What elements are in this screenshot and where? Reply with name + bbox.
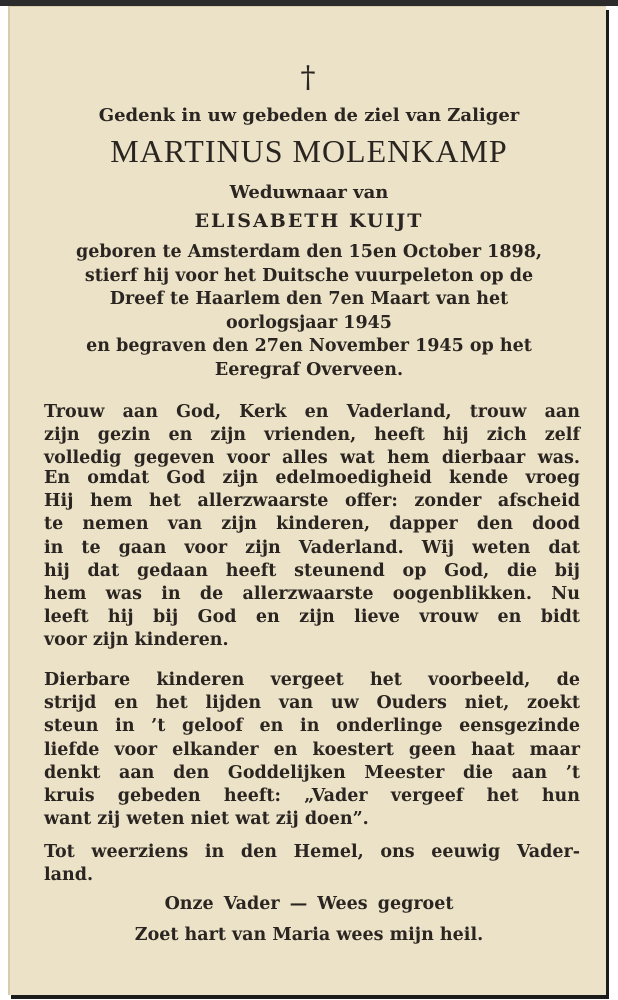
- paragraph-faith: [44, 401, 580, 471]
- paragraph-farewell: [44, 841, 580, 887]
- memorial-card: [8, 6, 606, 995]
- paragraph-sacrifice: [44, 467, 580, 653]
- text-line: Hij hem het allerzwaarste offer: zonder afscheid: [44, 491, 580, 512]
- text-line: steun in ’t geloof en in onderlinge eensgezinde: [44, 716, 580, 737]
- text-line: denkt aan den Goddelijken Meester die aan ’t: [44, 762, 580, 783]
- text-line: En omdat God zijn edelmoedigheid kende vroeg: [44, 468, 580, 488]
- text-line: hem was in de allerzwaarste oogenblikken. Nu: [44, 584, 580, 605]
- text-line: land.: [44, 865, 94, 886]
- text-line: liefde voor elkander en koestert geen haat maar: [44, 739, 580, 760]
- biography: [40, 241, 578, 383]
- biography-line: oorlogsjaar 1945: [225, 312, 392, 333]
- text-line: volledig gegeven voor alles wat hem dierbaar was.: [44, 448, 580, 469]
- widower-line: Weduwnaar van: [229, 182, 389, 203]
- text-line: voor zijn kinderen.: [44, 630, 229, 651]
- intro-line: Gedenk in uw gebeden de ziel van Zaliger: [98, 105, 520, 126]
- biography-line: stierf hij voor het Duitsche vuurpeleton op de: [84, 265, 534, 286]
- text-line: Tot weerziens in den Hemel, ons eeuwig Vader-: [44, 842, 580, 862]
- biography-line: Eeregraf Overveen.: [214, 359, 404, 380]
- cross-icon: †: [300, 60, 316, 95]
- wife-name: ELISABETH KUIJT: [194, 210, 424, 232]
- text-line: kruis gebeden heeft: „Vader vergeef het hun: [44, 786, 580, 807]
- invocation-line: Zoet hart van Maria wees mijn heil.: [134, 925, 484, 945]
- text-line: want zij weten niet wat zij doen”.: [44, 809, 369, 830]
- biography-line: Dreef te Haarlem den 7en Maart van het: [109, 289, 509, 310]
- text-line: strijd en het lijden van uw Ouders niet, zoekt: [44, 693, 580, 714]
- prayer-line: Onze Vader — Wees gegroet: [164, 894, 454, 914]
- text-line: leeft hij bij God en zijn lieve vrouw en bidt: [44, 607, 580, 628]
- text-line: Dierbare kinderen vergeet het voorbeeld, de: [44, 670, 580, 690]
- biography-line: geboren te Amsterdam den 15en October 1898,: [76, 242, 542, 262]
- deceased-name: MARTINUS MOLENKAMP: [110, 133, 508, 169]
- biography-line: en begraven den 27en November 1945 op het: [86, 336, 532, 357]
- text-line: hij dat gedaan heeft steunend op God, die bij: [44, 560, 580, 581]
- text-line: in te gaan voor zijn Vaderland. Wij weten dat: [44, 537, 580, 558]
- text-line: Trouw aan God, Kerk en Vaderland, trouw aan: [44, 402, 580, 422]
- text-line: te nemen van zijn kinderen, dapper den dood: [44, 514, 580, 535]
- paragraph-children: [44, 669, 580, 831]
- text-line: zijn gezin en zijn vrienden, heeft hij zich zelf: [44, 425, 580, 446]
